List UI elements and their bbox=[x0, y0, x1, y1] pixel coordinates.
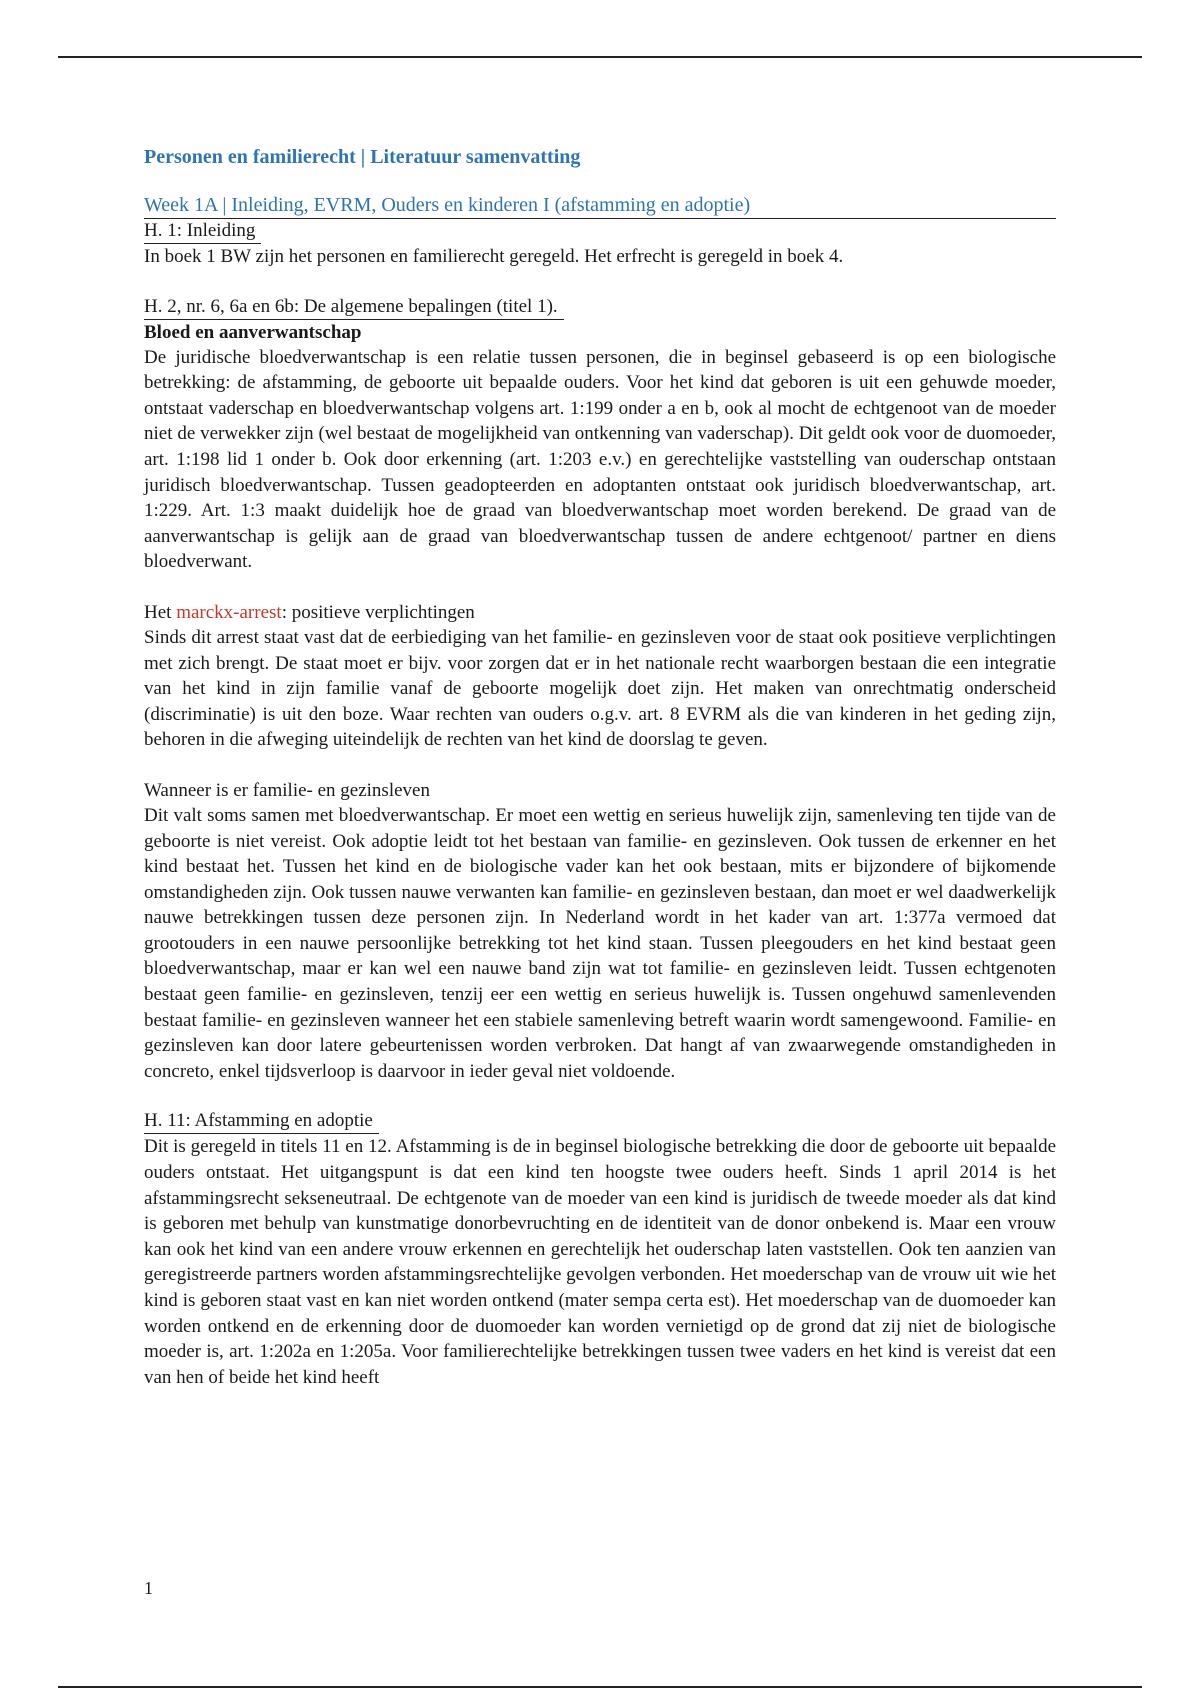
marckx-heading bbox=[144, 600, 1056, 625]
section-marckx bbox=[144, 600, 1056, 753]
section-gezinsleven bbox=[144, 778, 1056, 1085]
document-title: Personen en familierecht | Literatuur samenvatting bbox=[144, 146, 581, 168]
paragraph-bloedverwantschap: De juridische bloedverwantschap is een relatie tussen personen, die in beginsel gebaseerd is op een biologische betrekking: de afstamming, de geboorte uit bepaalde ouders. Voor het kind dat geboren is uit een gehuwde moeder, ontstaat vaderschap en bloedverwantschap volgens art. 1:199 onder a en b, ook al mocht de echtgenoot van de moeder niet de verwekker zijn (wel bestaat de mogelijkheid van ontkenning van vaderschap). Dit geldt ook voor de duomoeder, art. 1:198 lid 1 onder b. Ook door erkenning (art. 1:203 e.v.) en gerechtelijke vaststelling van ouderschap ontstaan juridisch bloedverwantschap. Tussen geadopteerden en adoptanten ontstaat ook juridisch bloedverwantschap, art. 1:229. Art. 1:3 maakt duidelijk hoe de graad van bloedverwantschap moet worden berekend. De graad van de aanverwantschap is gelijk aan de graad van bloedverwantschap tussen de andere echtgenoot/ partner en diens bloedverwant. bbox=[144, 346, 1056, 573]
page-number: 1 bbox=[144, 1578, 153, 1598]
marckx-heading-prefix: Het bbox=[144, 601, 177, 623]
chapter-heading-algemene-bepalingen: H. 2, nr. 6, 6a en 6b: De algemene bepalingen (titel 1). bbox=[144, 295, 564, 320]
gezinsleven-heading: Wanneer is er familie- en gezinsleven bbox=[144, 779, 430, 801]
week-title: Week 1A | Inleiding, EVRM, Ouders en kinderen I (afstamming en adoptie) bbox=[144, 192, 1056, 219]
header-rule bbox=[58, 56, 1142, 58]
chapter-heading-afstamming: H. 11: Afstamming en adoptie bbox=[144, 1109, 379, 1134]
footer-rule bbox=[58, 1686, 1142, 1688]
marckx-arrest-link[interactable]: marckx-arrest bbox=[176, 601, 282, 623]
section-h2 bbox=[144, 295, 1056, 575]
paragraph-gezinsleven: Dit valt soms samen met bloedverwantschap. Er moet een wettig en serieus huwelijk zijn, samenleving ten tijde van de geboorte is niet vereist. Ook adoptie leidt tot het bestaan van familie- en gezinsleven. Ook tussen de erkenner en het kind bestaat het. Tussen het kind en de biologische vader kan het ook bestaan, mits er bijzondere of bijkomende omstandigheden zijn. Ook tussen nauwe verwanten kan familie- en gezinsleven bestaan, dan moet er wel daadwerkelijk nauwe betrekkingen tussen deze personen zijn. In Nederland wordt in het kader van art. 1:377a vermoed dat grootouders in een nauwe persoonlijke betrekking tot het kind staan. Tussen pleegouders en het kind bestaat geen bloedverwantschap, maar er kan wel een nauwe band zijn wat tot familie- en gezinsleven leidt. Tussen echtgenoten bestaat geen familie- en gezinsleven, tenzij eer een wettig en serieus huwelijk is. Tussen ongehuwd samenlevenden bestaat familie- en gezinsleven wanneer het een stabiele samenleving betreft waarin wordt samengewoond. Familie- en gezinsleven kan door latere gebeurtenissen worden verbroken. Dat hangt af van zwaarwegende omstandigheden in concreto, enkel tijdsverloop is daarvoor in ieder geval niet voldoende. bbox=[144, 804, 1056, 1082]
paragraph-marckx: Sinds dit arrest staat vast dat de eerbiediging van het familie- en gezinsleven voor de staat ook positieve verplichtingen met zich brengt. De staat moet er bijv. voor zorgen dat er in het nationale recht waarborgen bestaan die een integratie van het kind in zijn familie vanaf de geboorte mogelijk doet zijn. Het maken van onrechtmatig onderscheid (discriminatie) is uit den boze. Waar rechten van ouders o.g.v. art. 8 EVRM als die van kinderen in het geding zijn, behoren in die afweging uiteindelijk de rechten van het kind de doorslag te geven. bbox=[144, 626, 1056, 751]
chapter-heading-inleiding: H. 1: Inleiding bbox=[144, 219, 261, 244]
subheading-bloed-aanverwantschap: Bloed en aanverwantschap bbox=[144, 321, 362, 343]
paragraph-afstamming: Dit is geregeld in titels 11 en 12. Afstamming is de in beginsel biologische betrekking die door de geboorte uit bepaalde ouders ontstaat. Het uitgangspunt is dat een kind ten hoogste twee ouders heeft. Sinds 1 april 2014 is het afstammingsrecht sekseneutraal. De echtgenote van de moeder van een kind is juridisch de tweede moeder als dat kind is geboren met behulp van kunstmatige donorbevruchting en de identiteit van de donor onbekend is. Maar een vrouw kan ook het kind van een andere vrouw erkennen en gerechtelijk het ouderschap laten vaststellen. Ook ten aanzien van geregistreerde partners worden afstammingsrechtelijke gevolgen verbonden. Het moederschap van de vrouw uit wie het kind is geboren staat vast en kan niet worden ontkend (mater sempa certa est). Het moederschap van de duomoeder kan worden ontkend en de erkenning door de duomoeder kan worden vernietigd op de grond dat zij niet de biologische moeder is, art. 1:202a en 1:205a. Voor familierechtelijke betrekkingen tussen twee vaders en het kind is vereist dat een van hen of beide het kind heeft bbox=[144, 1136, 1056, 1388]
marckx-heading-suffix: : positieve verplichtingen bbox=[281, 601, 475, 623]
page-content bbox=[144, 144, 1056, 1390]
paragraph-inleiding: In boek 1 BW zijn het personen en familierecht geregeld. Het erfrecht is geregeld in boek 4. bbox=[144, 246, 844, 267]
section-h11 bbox=[144, 1109, 1056, 1390]
section-h1 bbox=[144, 219, 1056, 270]
